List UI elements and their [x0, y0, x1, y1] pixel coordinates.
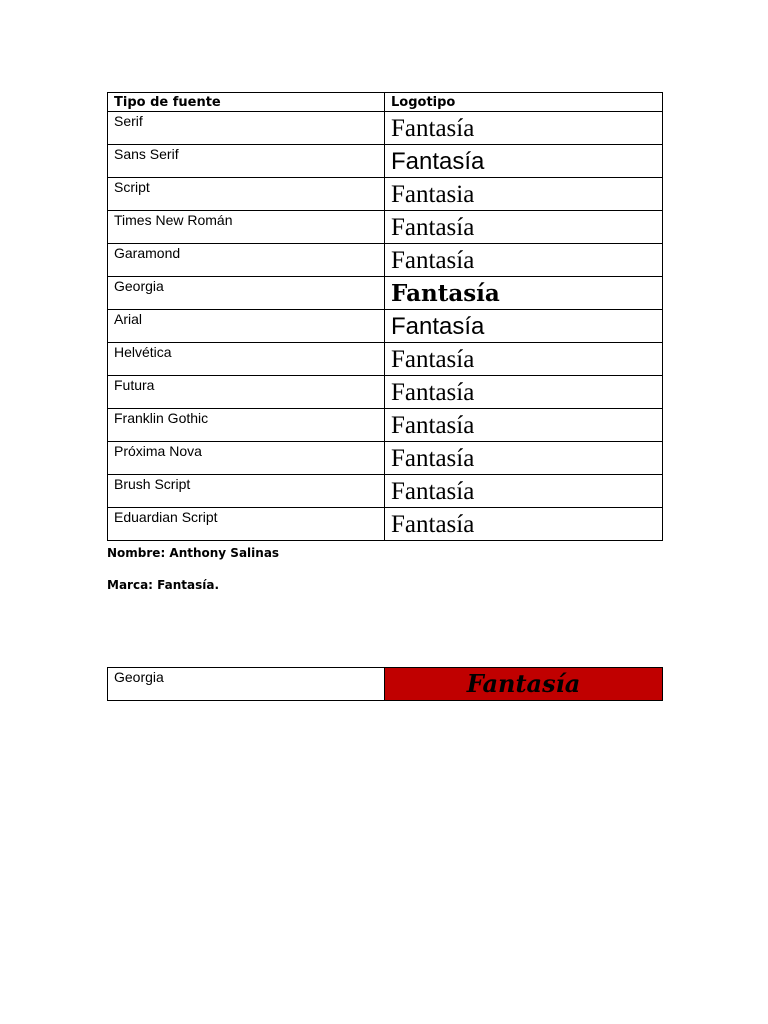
header-cell-font-type	[108, 93, 385, 112]
font-name-cell	[108, 145, 385, 178]
font-name-cell	[108, 376, 385, 409]
font-name: Helvética	[114, 344, 172, 360]
chosen-font-name: Georgia	[114, 669, 164, 685]
chosen-font-row	[108, 668, 663, 701]
logo-sample-cell	[385, 178, 663, 211]
chosen-font-table	[107, 667, 663, 701]
table-row	[108, 244, 663, 277]
logo-sample: Fantasía	[391, 313, 485, 340]
font-name: Serif	[114, 113, 143, 129]
font-name: Georgia	[114, 278, 164, 294]
font-name: Brush Script	[114, 476, 191, 492]
font-name: Sans Serif	[114, 146, 179, 162]
table-row	[108, 277, 663, 310]
table-row	[108, 145, 663, 178]
logo-sample: Fantasía	[391, 511, 475, 538]
font-name: Arial	[114, 311, 143, 327]
table-row	[108, 376, 663, 409]
brand-logo: Fantasía	[466, 669, 581, 698]
font-name-cell	[108, 475, 385, 508]
logo-sample-cell	[385, 343, 663, 376]
author-name-line: Nombre: Anthony Salinas	[107, 546, 280, 560]
logo-sample: Fantasía	[391, 148, 485, 175]
table-row	[108, 310, 663, 343]
logo-sample-cell	[385, 310, 663, 343]
font-name-cell	[108, 178, 385, 211]
logo-sample-cell	[385, 112, 663, 145]
logo-sample: Fantasía	[391, 478, 475, 505]
logo-sample: Fantasía	[391, 280, 500, 307]
logo-sample: Fantasía	[391, 412, 475, 439]
font-name-cell	[108, 277, 385, 310]
logo-sample-cell	[385, 409, 663, 442]
table-row	[108, 343, 663, 376]
logo-sample-cell	[385, 145, 663, 178]
logo-sample: Fantasía	[391, 247, 475, 274]
font-name: Futura	[114, 377, 155, 393]
table-row	[108, 409, 663, 442]
font-name: Franklin Gothic	[114, 410, 209, 426]
font-name-cell	[108, 310, 385, 343]
logo-sample-cell	[385, 508, 663, 541]
font-name-cell	[108, 409, 385, 442]
font-name-cell	[108, 112, 385, 145]
font-comparison-table	[107, 92, 663, 541]
font-name: Times New Román	[114, 212, 233, 228]
table-row	[108, 211, 663, 244]
font-name: Script	[114, 179, 150, 195]
logo-sample-cell	[385, 244, 663, 277]
font-name: Próxima Nova	[114, 443, 202, 459]
logo-sample-cell	[385, 376, 663, 409]
logo-sample-cell	[385, 277, 663, 310]
font-name-cell	[108, 508, 385, 541]
table-row	[108, 442, 663, 475]
logo-sample-cell	[385, 475, 663, 508]
table-row	[108, 178, 663, 211]
logo-sample: Fantasía	[391, 445, 475, 472]
logo-sample: Fantasía	[391, 379, 475, 406]
logo-sample-cell	[385, 211, 663, 244]
logo-sample: Fantasia	[391, 181, 475, 208]
font-name-cell	[108, 211, 385, 244]
font-name-cell	[108, 244, 385, 277]
logo-sample: Fantasía	[391, 115, 475, 142]
header-cell-logo	[385, 93, 663, 112]
brand-logo-cell	[385, 668, 663, 701]
logo-sample: Fantasía	[391, 214, 475, 241]
font-name-cell	[108, 442, 385, 475]
table-header-row	[108, 93, 663, 112]
font-name: Eduardian Script	[114, 509, 218, 525]
table-row	[108, 508, 663, 541]
logo-sample-cell	[385, 442, 663, 475]
chosen-font-name-cell	[108, 668, 385, 701]
header-font-type-label: Tipo de fuente	[114, 95, 221, 110]
font-name-cell	[108, 343, 385, 376]
brand-name-line: Marca: Fantasía.	[107, 578, 220, 592]
font-name: Garamond	[114, 245, 181, 261]
logo-sample: Fantasía	[391, 346, 475, 373]
table-row	[108, 475, 663, 508]
header-logo-label: Logotipo	[391, 95, 456, 110]
table-row	[108, 112, 663, 145]
